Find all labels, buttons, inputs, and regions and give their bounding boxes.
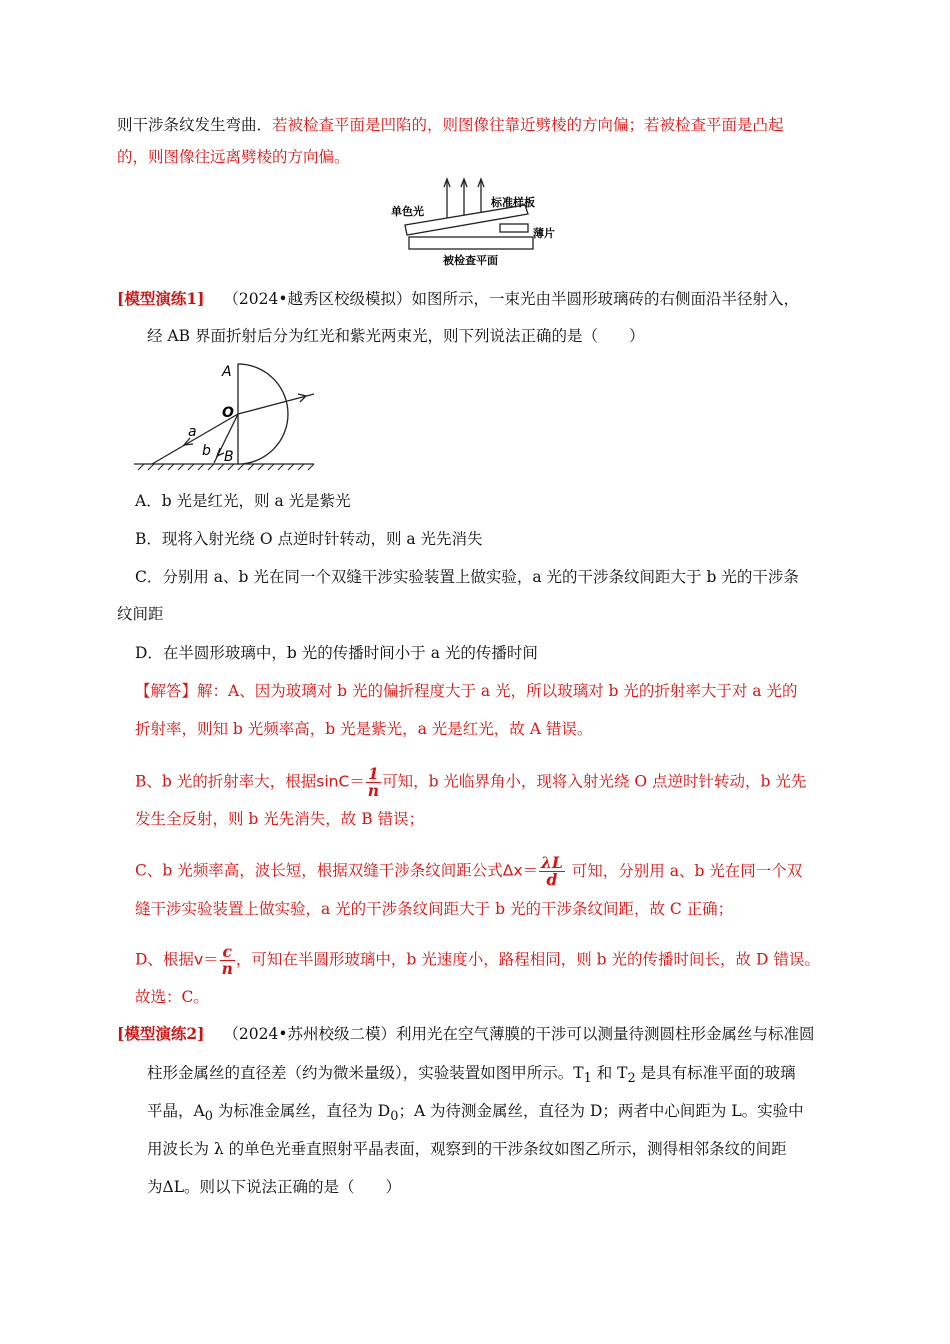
intro-line-1-red: 若被检查平面是凹陷的，则图像往靠近劈棱的方向偏；若被检查平面是凸起 bbox=[272, 116, 784, 134]
intro-line-2: 的，则图像往远离劈棱的方向偏。 bbox=[117, 148, 350, 166]
ex2-sub-a0: 0 bbox=[204, 1109, 213, 1125]
ex2-line-1 bbox=[117, 1023, 814, 1045]
ex2-stem-1: （2024•苏州校级二模）利用光在空气薄膜的干涉可以测量待测圆柱形金属丝与标准圆 bbox=[223, 1025, 815, 1043]
answer-c-post: 可知，分别用 a、b 光在同一个双 bbox=[571, 861, 803, 880]
answer-line-1 bbox=[135, 680, 797, 702]
ex2-sub-t1: 1 bbox=[583, 1071, 592, 1087]
ex1-line-1 bbox=[117, 288, 799, 310]
point-b-label: B bbox=[224, 449, 234, 465]
ex2-line-2-c: 是具有标准平面的玻璃 bbox=[635, 1064, 796, 1082]
answer-c-formula: Δx＝ bbox=[502, 861, 538, 880]
answer-b-formula: sinC＝ bbox=[316, 772, 365, 791]
answer-d-line bbox=[135, 944, 820, 977]
answer-c-fraction bbox=[539, 855, 565, 888]
answer-b-fraction bbox=[366, 766, 381, 799]
ex1-stem-1: （2024•越秀区校级模拟）如图所示，一束光由半圆形玻璃砖的右侧面沿半径射入， bbox=[223, 290, 799, 308]
ex2-line-3-a: 平晶，A bbox=[147, 1102, 205, 1120]
ex2-line-3-c: ；A 为待测金属丝，直径为 D；两者中心间距为 L。实验中 bbox=[398, 1102, 804, 1120]
answer-c-frac-num: λL bbox=[541, 853, 563, 872]
answer-c-pre: C、b 光频率高，波长短，根据双缝干涉条纹间距公式 bbox=[135, 861, 503, 880]
label-inspected-surface: 被检查平面 bbox=[443, 254, 498, 267]
ex2-line-5: 为ΔL。则以下说法正确的是（ ） bbox=[147, 1178, 401, 1196]
intro-line-1 bbox=[117, 114, 784, 136]
answer-d-frac-num: c bbox=[220, 944, 235, 961]
ex2-line-2 bbox=[147, 1062, 796, 1090]
ex2-tag: [模型演练2] bbox=[117, 1024, 205, 1043]
answer-b-line-2: 发生全反射，则 b 光先消失，故 B 错误； bbox=[135, 810, 425, 828]
label-standard-plate: 标准样板 bbox=[491, 196, 535, 209]
label-monochromatic-light: 单色光 bbox=[391, 205, 424, 218]
wedge-interference-figure bbox=[385, 175, 575, 270]
point-o-label: O bbox=[222, 405, 234, 421]
answer-b-post: 可知，b 光临界角小，现将入射光绕 O 点逆时针转动，b 光先 bbox=[382, 772, 807, 791]
point-a-label: A bbox=[222, 364, 232, 380]
answer-c-line-1 bbox=[135, 855, 802, 888]
ex1-tag: [模型演练1] bbox=[117, 289, 205, 308]
answer-c-frac-den: d bbox=[546, 870, 558, 889]
answer-d-formula: v＝ bbox=[193, 950, 219, 969]
answer-d-frac-den: n bbox=[221, 959, 233, 978]
ex2-line-4: 用波长为 λ 的单色光垂直照射平晶表面，观察到的干涉条纹如图乙所示，测得相邻条纹的间距 bbox=[147, 1140, 787, 1158]
answer-choice: 故选：C。 bbox=[135, 988, 209, 1006]
answer-d-pre: D、根据 bbox=[135, 950, 194, 969]
ex1-option-a: A．b 光是红光，则 a 光是紫光 bbox=[135, 492, 351, 510]
answer-line-2: 折射率，则知 b 光频率高，b 光是紫光，a 光是红光，故 A 错误。 bbox=[135, 720, 593, 738]
answer-b-frac-num: 1 bbox=[366, 766, 381, 783]
ex1-option-c-1: C．分别用 a、b 光在同一个双缝干涉实验装置上做实验，a 光的干涉条纹间距大于 b 光的干涉条 bbox=[135, 568, 799, 586]
ex2-sub-d0: 0 bbox=[390, 1109, 399, 1125]
label-thin-slice: 薄片 bbox=[533, 227, 555, 240]
ex1-line-2: 经 AB 界面折射后分为红光和紫光两束光，则下列说法正确的是（ ） bbox=[147, 327, 645, 345]
answer-d-fraction bbox=[220, 944, 235, 977]
answer-b-pre: B、b 光的折射率大，根据 bbox=[135, 772, 317, 791]
answer-b-frac-den: n bbox=[367, 781, 380, 800]
ex2-line-3-b: 为标准金属丝，直径为 D bbox=[212, 1102, 391, 1120]
ex2-line-2-b: 和 T bbox=[591, 1064, 628, 1082]
ex1-option-c-2: 纹间距 bbox=[117, 605, 164, 623]
answer-b-line-1 bbox=[135, 766, 806, 799]
intro-line-1-black: 则干涉条纹发生弯曲． bbox=[117, 116, 273, 134]
ex2-sub-t2: 2 bbox=[627, 1071, 636, 1087]
ray-b-label: b bbox=[202, 443, 211, 459]
ex2-line-2-a: 柱形金属丝的直径差（约为微米量级），实验装置如图甲所示。T bbox=[147, 1064, 584, 1082]
answer-d-post: ，可知在半圆形玻璃中，b 光速度小，路程相同，则 b 光的传播时间长，故 D 错误。 bbox=[235, 950, 820, 969]
ex2-line-3 bbox=[147, 1100, 804, 1128]
answer-c-line-2: 缝干涉实验装置上做实验，a 光的干涉条纹间距大于 b 光的干涉条纹间距，故 C 正确； bbox=[135, 900, 734, 918]
ray-a-label: a bbox=[188, 424, 197, 440]
answer-tag: 【解答】 bbox=[135, 682, 198, 700]
answer-text-1: 解：A、因为玻璃对 b 光的偏折程度大于 a 光，所以玻璃对 b 光的折射率大于对 a 光的 bbox=[197, 682, 798, 700]
ex1-option-b: B．现将入射光绕 O 点逆时针转动，则 a 光先消失 bbox=[135, 530, 483, 548]
semicircle-glass-figure bbox=[130, 360, 330, 472]
ex1-option-d: D．在半圆形玻璃中，b 光的传播时间小于 a 光的传播时间 bbox=[135, 644, 538, 662]
